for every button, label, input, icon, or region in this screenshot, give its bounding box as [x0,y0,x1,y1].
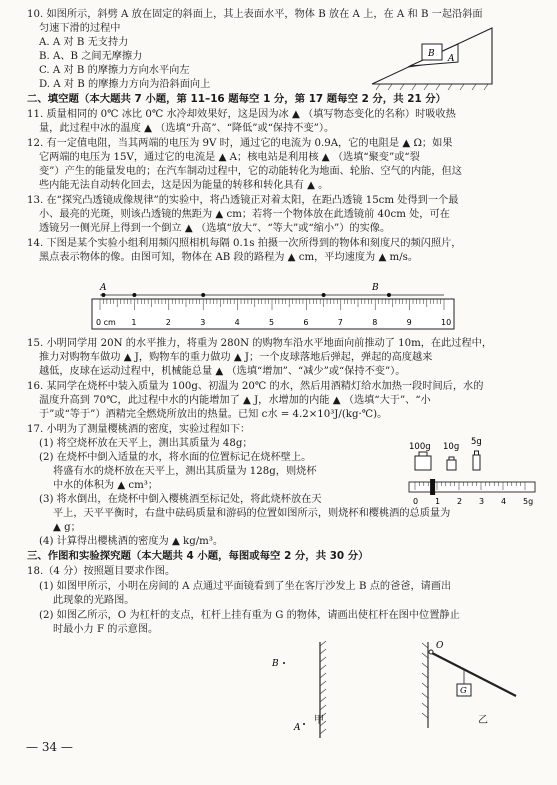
text-line-q10b: 匀速下滑的过程中 [39,23,121,34]
motion-dot [387,293,391,297]
text-line-q10B: B. A、B 之间无摩擦力 [39,51,143,62]
ruler-zero-label: 0 cm [96,318,116,327]
motion-dot [101,293,105,297]
caption-jia: 甲 [314,715,324,726]
text-line-q10a: 10. 如图所示，斜劈 A 放在固定的斜面上，其上表面水平，物体 B 放在 A 上，在 A 和 B 一起沿斜面 [27,9,483,20]
text-line-q10A: A. A 对 B 无支持力 [39,37,129,48]
incline-hatch [376,84,488,90]
figure-balance [405,437,545,520]
label-point-b: B [372,283,379,293]
ruler-tick-label: 6 [303,318,309,327]
text-line-q17: 17. 小明为了测量樱桃酒的密度，实验过程如下： [27,424,251,435]
text-line-q18_1b: 此现象的光路图。 [53,595,135,606]
ruler-tick-label: 5 [269,318,275,327]
weight-100g [415,452,431,470]
rider [430,479,435,495]
point-jia-b [283,662,285,664]
text-line-q17_3c: ▲ g； [53,522,81,533]
text-line-q14a: 14. 下图是某个实验小组利用频闪照相机每隔 0.1s 拍摄一次所得到的物体和刻度尺的频闪照片， [27,238,462,249]
text-line-q18_2a: (2) 如图乙所示，O 为杠杆的支点，杠杆上挂有重为 G 的物体，请画出使杠杆在图中位置静止 [39,610,460,621]
balance-scale-label: 0 [413,497,419,506]
ruler-tick-label: 4 [234,318,240,327]
motion-dot [322,293,326,297]
motion-dot [201,293,205,297]
balance-scale-label: 1 [435,497,441,506]
label-yi-o: O [436,641,444,651]
text-line-q18_1a: (1) 如图甲所示，小明在房间的 A 点通过平面镜看到了坐在客厅沙发上 B 点的爸爸，请画出 [39,581,452,592]
text-line-q10D: D. A 对 B 的摩擦力方向为沿斜面向上 [39,79,211,90]
text-line-q10C: C. A 对 B 的摩擦力方向水平向左 [39,65,190,76]
label-a: A [448,54,455,64]
text-line-q12a: 12. 有一定值电阻，当其两端的电压为 9V 时，通过它的电流为 0.9A，它的电阻是 ▲ Ω；如果 [27,138,453,149]
text-line-sec2: 二、填空题（本大题共 7 小题，第 11–16 题每空 1 分，第 17 题每空 2 分，共 21 分） [27,93,447,105]
label-yi-g: G [460,686,467,696]
weight-label-5g: 5g [471,437,482,447]
text-line-q18_2b: 时最小力 F 的示意图。 [53,624,159,635]
lever-bar [430,652,516,696]
balance-scale-label: 5g [523,497,534,506]
text-line-q12c: 变”）产生的能量发电的；在汽车制动过程中，它的动能转化为地面、轮胎、空气的内能，但这 [39,166,462,177]
text-line-q17_2a: (2) 在烧杯中倒入适量的水，将水面的位置标记在烧杯壁上。 [39,452,312,463]
point-jia-a [303,723,305,725]
text-line-q18: 18.（4 分）按照题目要求作图。 [27,566,176,577]
ruler-tick-label: 3 [200,318,206,327]
figure-ruler [90,282,460,332]
label-point-a: A [100,283,107,293]
caption-yi: 乙 [478,715,488,726]
page-number: — 34 — [26,740,73,754]
text-line-q11b: 量，此过程中冰的温度 ▲ （选填“升高”、“降低”或“保持不变”）。 [39,123,335,134]
text-line-q12b: 它两端的电压为 15V，通过它的电流是 ▲ A；核电站是利用核 ▲ （选填“聚变”或“裂 [39,152,420,163]
weight-5g [473,451,480,470]
text-line-q12d: 些内能无法自动转化回去，这是因为能量的转移和转化具有 ▲ 。 [39,180,329,191]
ruler-tick-label: 2 [165,318,171,327]
label-jia-b: B [272,659,279,669]
weight-label-100g: 100g [409,442,431,452]
text-line-q15b: 推力对购物车做功 ▲ J，购物车的重力做功 ▲ J；一个皮球落地后弹起，弹起的高度越来 [39,352,433,363]
figure-yi-lever [420,640,520,730]
text-line-q17_2b: 将盛有水的烧杯放在天平上，测出其质量为 128g，则烧杯 [53,466,317,477]
figure-jia-mirror [268,640,348,740]
ruler-tick-label: 1 [131,318,137,327]
text-line-q11a: 11. 质量相同的 0℃ 冰比 0℃ 水冷却效果好，这是因为冰 ▲ （填写物态变化的名称）时吸收热 [27,109,456,120]
weight-label-10g: 10g [443,442,460,452]
text-line-q17_1: (1) 将空烧杯放在天平上，测出其质量为 48g； [39,438,253,449]
text-line-q17_3b: 平上，天平平衡时，右盘中砝码质量和游码的位置如图所示，则烧杯和樱桃酒的总质量为 [53,508,451,519]
text-line-q16a: 16. 某同学在烧杯中装入质量为 100g、初温为 20℃ 的水，然后用酒精灯给水加热一段时间后，水的 [27,381,484,392]
text-line-q15a: 15. 小明同学用 20N 的水平推力，将重为 280N 的购物车沿水平地面向前推动了 10m，在此过程中， [27,338,493,349]
text-line-q15c: 越低，皮球在运动过程中，机械能总量 ▲ （选填“增加”、“减少”或“保持不变”）。 [39,366,406,377]
text-line-q17_3a: (3) 将水倒出，在烧杯中倒入樱桃酒至标记处，将此烧杯放在天 [39,494,322,505]
ruler-tick-label: 7 [337,318,343,327]
wall-hatch [422,643,428,718]
balance-scale-label: 4 [501,497,507,506]
text-line-q13c: 透镜另一侧光屏上得到一个倒立 ▲ （选填“放大”、“等大”或“缩小”）的实像。 [39,223,391,234]
text-line-q17_4: (4) 计算得出樱桃酒的密度为 ▲ kg/m³。 [39,536,224,547]
balance-scale-label: 3 [479,497,485,506]
text-line-q13a: 13. 在“探究凸透镜成像规律”的实验中，将凸透镜正对着太阳，在距凸透镜 15cm 处得到一个最 [27,195,459,206]
text-line-q16c: 于”或“等于”）酒精完全燃烧所放出的热量。已知 c水 = 4.2×10³J/(kg·℃)。 [39,409,388,420]
ruler-tick-label: 10 [441,318,452,327]
balance-scale-label: 2 [457,497,463,506]
motion-dot [132,293,136,297]
weight-10g [447,457,456,470]
label-jia-a: A [294,723,301,733]
pivot-o [429,650,433,654]
text-line-sec3: 三、作图和实验探究题（本大题共 4 小题，每图或每空 2 分，共 30 分） [27,550,369,562]
text-line-q17_2c: 中水的体积为 ▲ cm³； [53,480,159,491]
text-line-q14b: 黑点表示物体的像。由图可知，物体在 AB 段的路程为 ▲ cm，平均速度为 ▲ m/s。 [39,252,419,263]
label-b: B [428,49,435,59]
figure-q10-incline [370,14,500,94]
ruler-tick-label: 9 [406,318,412,327]
ruler-tick-label: 8 [372,318,378,327]
text-line-q13b: 小、最亮的光斑，则该凸透镜的焦距为 ▲ cm；若将一个物体放在此透镜前 40cm 处，可在 [39,209,450,220]
text-line-q16b: 温度升高到 70℃，此过程中水的内能增加了 ▲ J，水增加的内能 ▲ （选填“大于”、“小 [39,395,431,406]
